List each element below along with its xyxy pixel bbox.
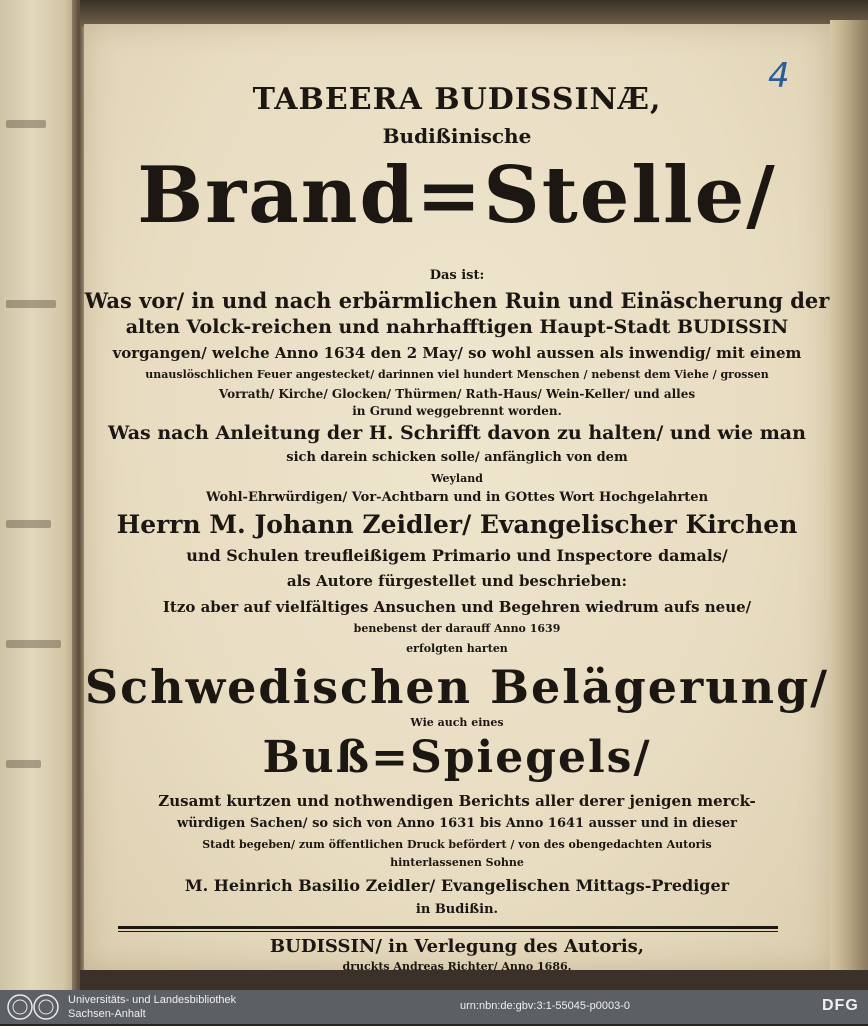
- left-page-edge: [0, 0, 80, 990]
- imprint-line: BUDISSIN/ in Verlegung des Autoris,: [269, 936, 645, 957]
- son-author-line: M. Heinrich Basilio Zeidler/ Evangelischen Mittags-Prediger: [184, 876, 730, 895]
- body-line: sich darein schicken solle/ anfänglich von dem: [286, 450, 628, 465]
- subtitle: Budißinische: [382, 124, 532, 148]
- body-line: Zusamt kurtzen und nothwendigen Berichts aller derer jenigen merck-: [158, 792, 756, 810]
- connector-text: Wie auch eines: [410, 716, 504, 729]
- body-line: unauslöschlichen Feuer angestecket/ darinnen viel hundert Menschen / nebenst dem Viehe / grossen: [145, 368, 769, 381]
- body-line: und Schulen treufleißigem Primario und Inspectore damals/: [186, 546, 728, 565]
- body-line: in Budißin.: [415, 902, 499, 917]
- siege-title: Schwedischen Belägerung/: [84, 660, 830, 714]
- latin-title: TABEERA BUDISSINÆ,: [252, 82, 662, 117]
- body-line: würdigen Sachen/ so sich von Anno 1631 bis Anno 1641 ausser und in dieser: [177, 816, 737, 831]
- body-line: Was vor/ in und nach erbärmlichen Ruin und Einäscherung der: [84, 288, 830, 313]
- body-line: vorgangen/ welche Anno 1634 den 2 May/ so wohl aussen als inwendig/ mit einem: [112, 344, 802, 362]
- main-title: Brand=Stelle/: [137, 150, 777, 241]
- intro-text: Das ist:: [429, 268, 485, 283]
- body-line: Wohl-Ehrwürdigen/ Vor-Achtbarn und in GOttes Wort Hochgelahrten: [205, 490, 709, 505]
- imprint-rule: [118, 926, 778, 929]
- author-line: Herrn M. Johann Zeidler/ Evangelischer Kirchen: [116, 510, 798, 539]
- body-line: Weyland: [431, 472, 483, 485]
- body-line: hinterlassenen Sohne: [390, 856, 524, 869]
- body-line: benebenst der darauff Anno 1639: [353, 622, 561, 635]
- body-line: Vorrath/ Kirche/ Glocken/ Thürmen/ Rath-Haus/ Wein-Keller/ und alles: [218, 387, 696, 401]
- urn-identifier: urn:nbn:de:gbv:3:1-55045-p0003-0: [460, 1000, 631, 1012]
- mirror-title: Buß=Spiegels/: [262, 732, 652, 783]
- library-line-2: Sachsen-Anhalt: [68, 1008, 146, 1020]
- body-line: Stadt begeben/ zum öffentlichen Druck befördert / von des obengedachten Autoris: [202, 838, 712, 851]
- imprint-rule-thin: [118, 931, 778, 932]
- library-seal-icon: [6, 993, 62, 1021]
- book-bottom-edge: [80, 970, 868, 990]
- book-top-edge: [80, 0, 868, 26]
- body-line: erfolgten harten: [406, 642, 508, 655]
- printer-line: druckts Andreas Richter/ Anno 1686.: [342, 960, 572, 973]
- annotation-text: 4: [768, 56, 790, 96]
- library-line-1: Universitäts- und Landesbibliothek: [68, 994, 237, 1006]
- body-line: alten Volck-reichen und nahrhafftigen Haupt-Stadt BUDISSIN: [125, 316, 789, 338]
- body-line: Was nach Anleitung der H. Schrifft davon zu halten/ und wie man: [108, 422, 806, 444]
- fore-edge: [830, 20, 868, 980]
- body-line: als Autore fürgestellet und beschrieben:: [286, 572, 628, 590]
- dfg-logo: DFG: [822, 997, 859, 1014]
- body-line: in Grund weggebrennt worden.: [352, 404, 562, 418]
- viewer-footer: [0, 990, 868, 1024]
- body-line: Itzo aber auf vielfältiges Ansuchen und Begehren wiedrum aufs neue/: [162, 598, 752, 616]
- library-name: [68, 993, 236, 1021]
